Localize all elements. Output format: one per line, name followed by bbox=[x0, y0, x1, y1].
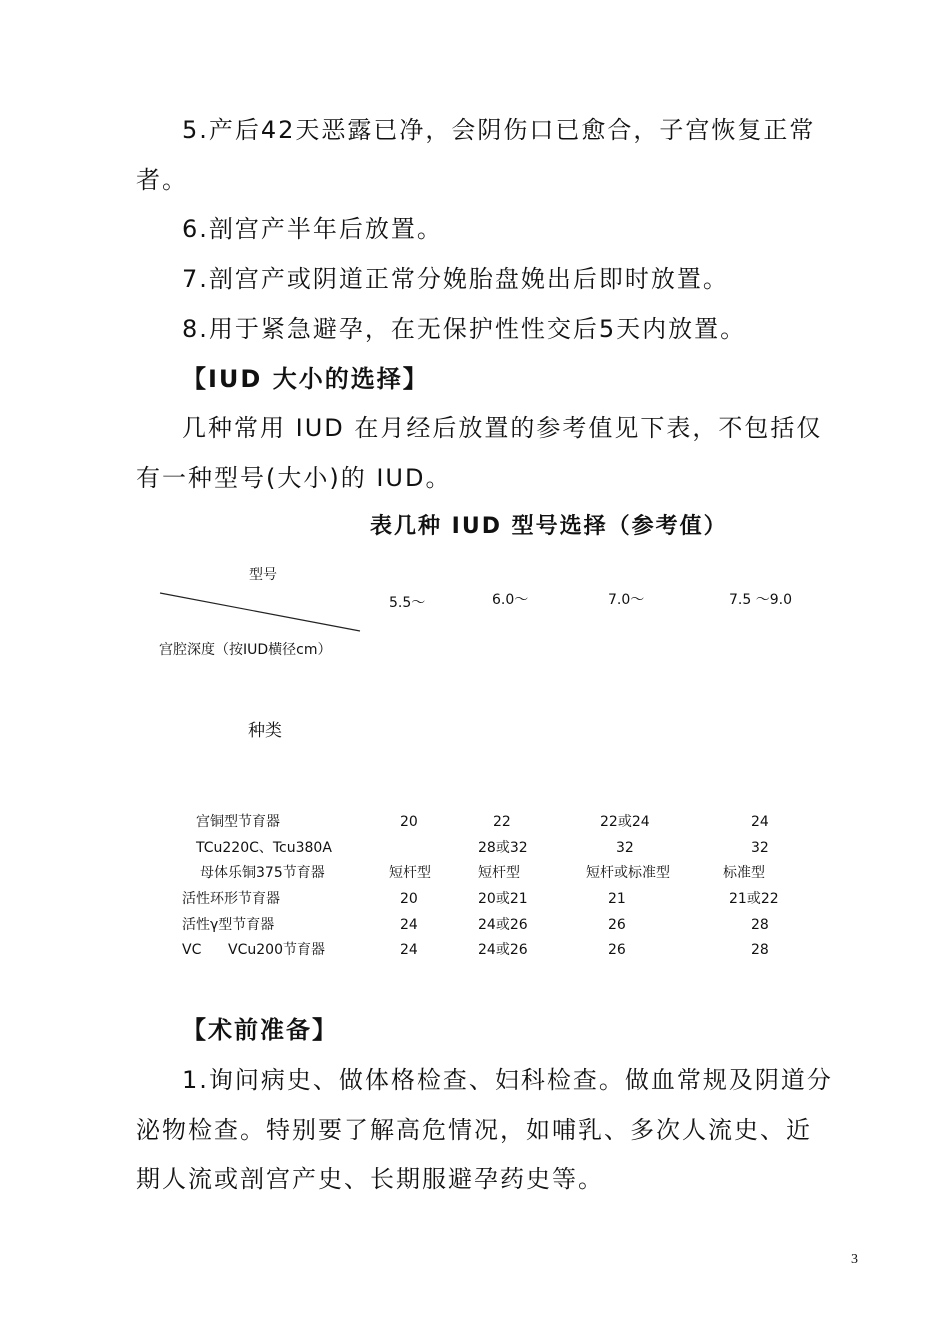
table-cell: 24或26 bbox=[478, 942, 528, 958]
table-title: 表几种 IUD 型号选择（参考值） bbox=[370, 514, 728, 539]
preop-heading: 【术前准备】 bbox=[182, 1016, 338, 1044]
row-name: VC VCu200节育器 bbox=[182, 942, 326, 958]
iud-size-heading: 【IUD 大小的选择】 bbox=[182, 365, 429, 393]
table-cell: 24 bbox=[400, 942, 418, 958]
column-header: 6.0～ bbox=[492, 592, 529, 608]
page-number: 3 bbox=[851, 1252, 858, 1267]
table-cell: 21或22 bbox=[729, 891, 779, 907]
row-name: 宫铜型节育器 bbox=[196, 814, 280, 830]
row-name: 活性环形节育器 bbox=[182, 891, 280, 907]
preop-item1-line3: 期人流或剖宫产史、长期服避孕药史等。 bbox=[136, 1165, 604, 1193]
table-cell: 短杆型 bbox=[478, 865, 520, 881]
table-corner-type: 种类 bbox=[248, 721, 282, 741]
table-cell: 短杆或标准型 bbox=[586, 865, 670, 881]
table-cell: 26 bbox=[608, 942, 626, 958]
table-cell: 21 bbox=[608, 891, 626, 907]
table-cell: 24 bbox=[400, 917, 418, 933]
table-cell: 标准型 bbox=[723, 865, 765, 881]
table-cell: 24 bbox=[751, 814, 769, 830]
item6: 6.剖宫产半年后放置。 bbox=[182, 215, 443, 243]
table-cell: 28或32 bbox=[478, 840, 528, 856]
item5-line2: 者。 bbox=[136, 166, 188, 194]
table-cell: 20或21 bbox=[478, 891, 528, 907]
preop-item1-line1: 1.询问病史、做体格检查、妇科检查。做血常规及阴道分 bbox=[182, 1066, 833, 1094]
row-name: 活性γ型节育器 bbox=[182, 917, 275, 933]
iud-size-intro-line1: 几种常用 IUD 在月经后放置的参考值见下表，不包括仅 bbox=[182, 414, 823, 442]
column-header: 7.0～ bbox=[608, 592, 645, 608]
table-cell: 24或26 bbox=[478, 917, 528, 933]
item8: 8.用于紧急避孕，在无保护性性交后5天内放置。 bbox=[182, 315, 747, 343]
table-corner-model: 型号 bbox=[249, 567, 277, 583]
table-cell: 28 bbox=[751, 942, 769, 958]
item7: 7.剖宫产或阴道正常分娩胎盘娩出后即时放置。 bbox=[182, 265, 729, 293]
table-cell: 28 bbox=[751, 917, 769, 933]
table-cell: 短杆型 bbox=[389, 865, 431, 881]
iud-size-intro-line2: 有一种型号(大小)的 IUD。 bbox=[136, 464, 452, 492]
column-header: 5.5～ bbox=[389, 595, 426, 611]
item5-line1: 5.产后42天恶露已净，会阴伤口已愈合，子宫恢复正常 bbox=[182, 116, 816, 144]
table-corner-depth: 宫腔深度（按IUD横径cm） bbox=[159, 642, 332, 658]
table-cell: 20 bbox=[400, 814, 418, 830]
table-cell: 20 bbox=[400, 891, 418, 907]
column-header: 7.5 ～9.0 bbox=[729, 592, 792, 608]
row-name: 母体乐铜375节育器 bbox=[200, 865, 325, 881]
table-cell: 22 bbox=[493, 814, 511, 830]
preop-item1-line2: 泌物检查。特别要了解高危情况，如哺乳、多次人流史、近 bbox=[136, 1116, 812, 1144]
table-cell: 22或24 bbox=[600, 814, 650, 830]
table-cell: 32 bbox=[616, 840, 634, 856]
table-cell: 32 bbox=[751, 840, 769, 856]
row-name: TCu220C、Tcu380A bbox=[196, 840, 332, 856]
table-cell: 26 bbox=[608, 917, 626, 933]
